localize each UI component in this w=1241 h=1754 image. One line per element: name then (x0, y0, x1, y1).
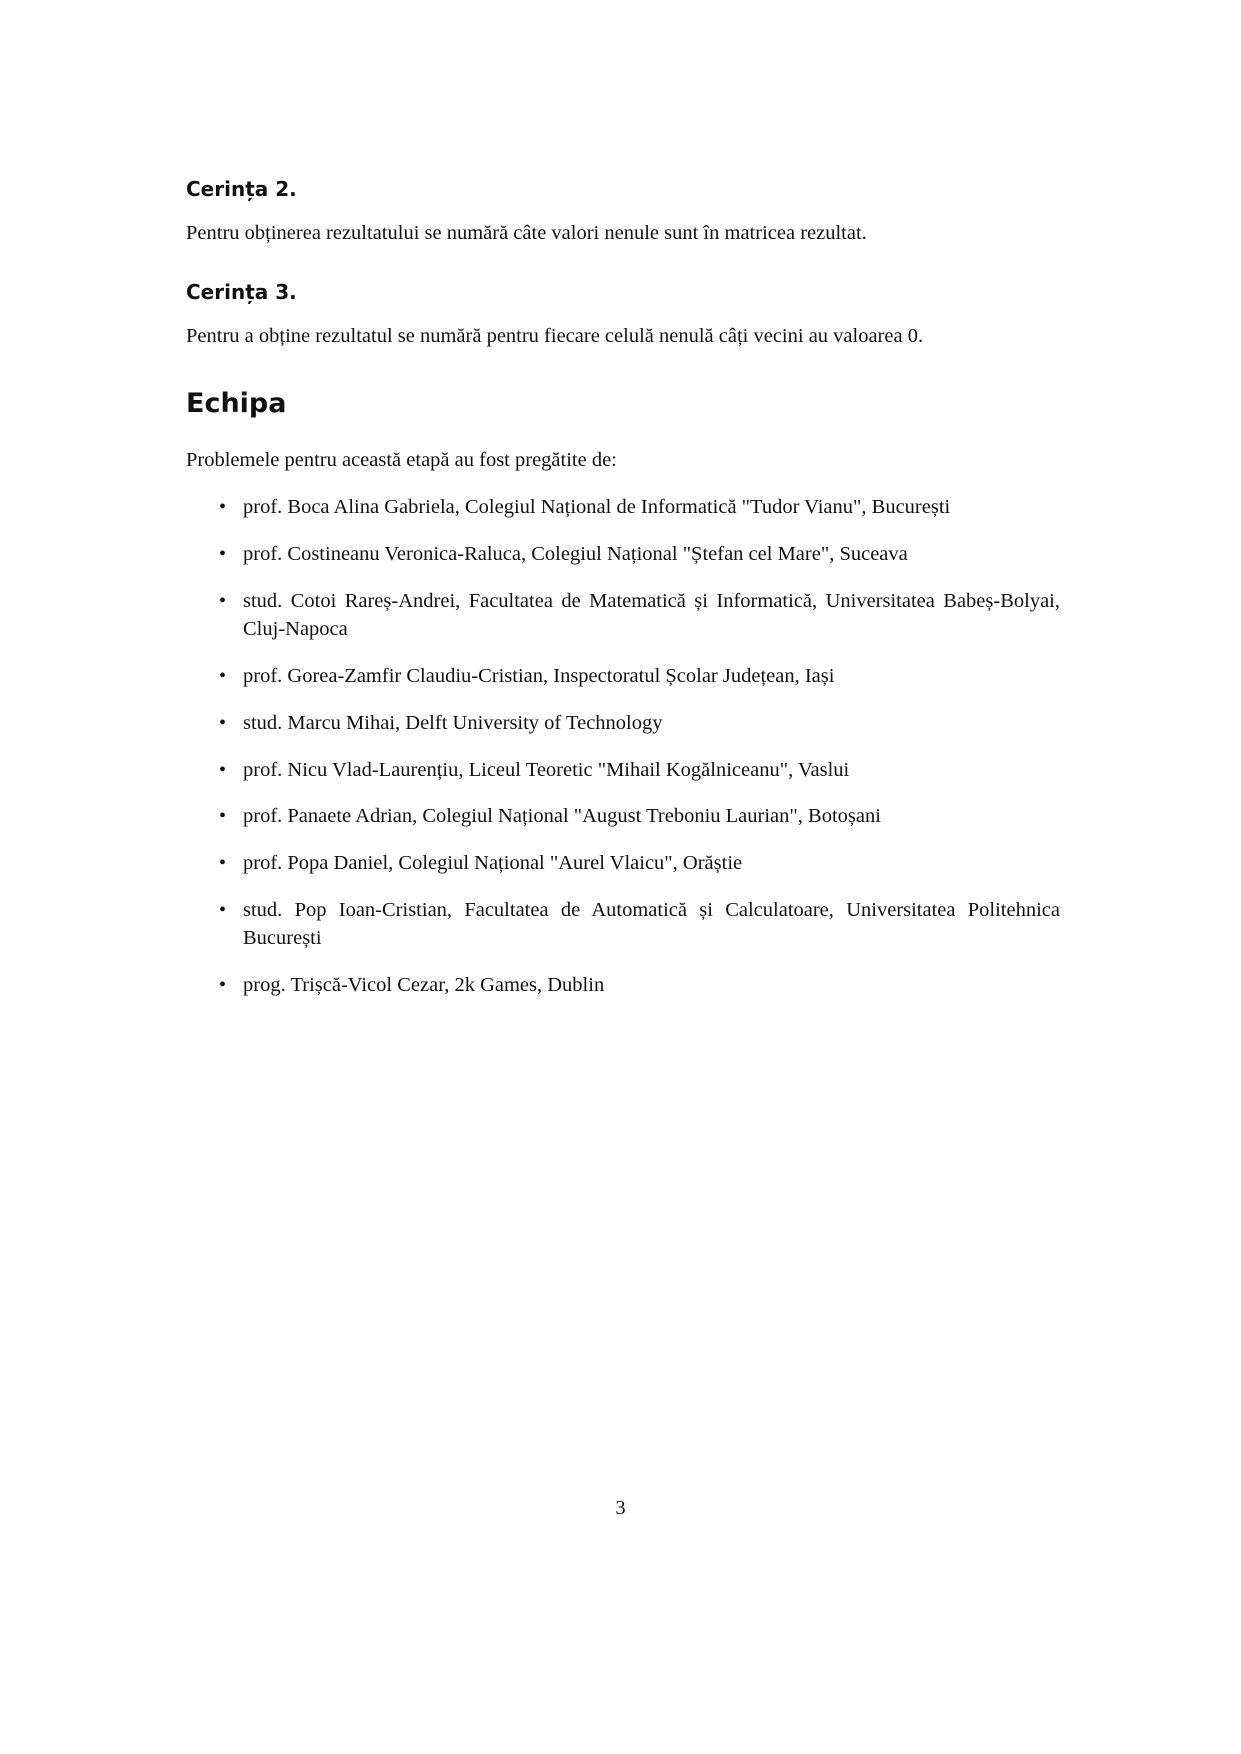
team-member-text: prof. Nicu Vlad-Laurențiu, Liceul Teoretic "Mihail Kogălniceanu", Vaslui (243, 759, 850, 781)
team-member (186, 802, 1060, 830)
bullet-icon: • (219, 590, 227, 612)
team-member (186, 540, 1060, 568)
team-member-text: prof. Boca Alina Gabriela, Colegiul Național de Informatică "Tudor Vianu", București (243, 496, 951, 518)
team-member (186, 493, 1060, 521)
bullet-icon: • (219, 543, 227, 565)
bullet-icon: • (219, 759, 227, 781)
team-member-text: prof. Gorea-Zamfir Claudiu-Cristian, Inspectoratul Școlar Județean, Iași (243, 665, 835, 687)
bullet-icon: • (219, 805, 227, 827)
team-member (186, 756, 1060, 784)
team-member-text: prof. Panaete Adrian, Colegiul Național "August Treboniu Laurian", Botoșani (243, 805, 881, 827)
bullet-icon: • (219, 712, 227, 734)
team-intro: Problemele pentru această etapă au fost pregătite de: (186, 449, 617, 471)
team-member (186, 849, 1060, 877)
team-member-text: stud. Marcu Mihai, Delft University of Technology (243, 712, 663, 734)
team-member-text: stud. Pop Ioan-Cristian, Facultatea de Automatică și Calculatoare, Universitatea Politehnica București (243, 899, 1060, 949)
team-member-text: prof. Popa Daniel, Colegiul Național "Aurel Vlaicu", Orăștie (243, 852, 743, 874)
bullet-icon: • (219, 974, 227, 996)
team-member (186, 587, 1060, 643)
team-member-text: prog. Trișcă-Vicol Cezar, 2k Games, Dublin (243, 974, 605, 996)
team-member (186, 709, 1060, 737)
bullet-icon: • (219, 852, 227, 874)
team-section-title: Echipa (186, 388, 287, 419)
page-number: 3 (615, 1497, 626, 1519)
requirement-3-text: Pentru a obține rezultatul se numără pentru fiecare celulă nenulă câți vecini au valoarea 0. (186, 325, 924, 347)
team-member-text: prof. Costineanu Veronica-Raluca, Colegiul Național "Ștefan cel Mare", Suceava (243, 543, 908, 565)
team-member-text: stud. Cotoi Rareș-Andrei, Facultatea de Matematică și Informatică, Universitatea Babeș-Bolyai, Cluj-Napoca (243, 590, 1060, 640)
team-member (186, 662, 1060, 690)
bullet-icon: • (219, 665, 227, 687)
requirement-2-heading: Cerința 2. (186, 177, 297, 201)
bullet-icon: • (219, 899, 227, 921)
team-member (186, 971, 1060, 999)
team-member (186, 896, 1060, 952)
requirement-2-text: Pentru obținerea rezultatului se numără câte valori nenule sunt în matricea rezultat. (186, 222, 867, 244)
bullet-icon: • (219, 496, 227, 518)
requirement-3-heading: Cerința 3. (186, 280, 297, 304)
